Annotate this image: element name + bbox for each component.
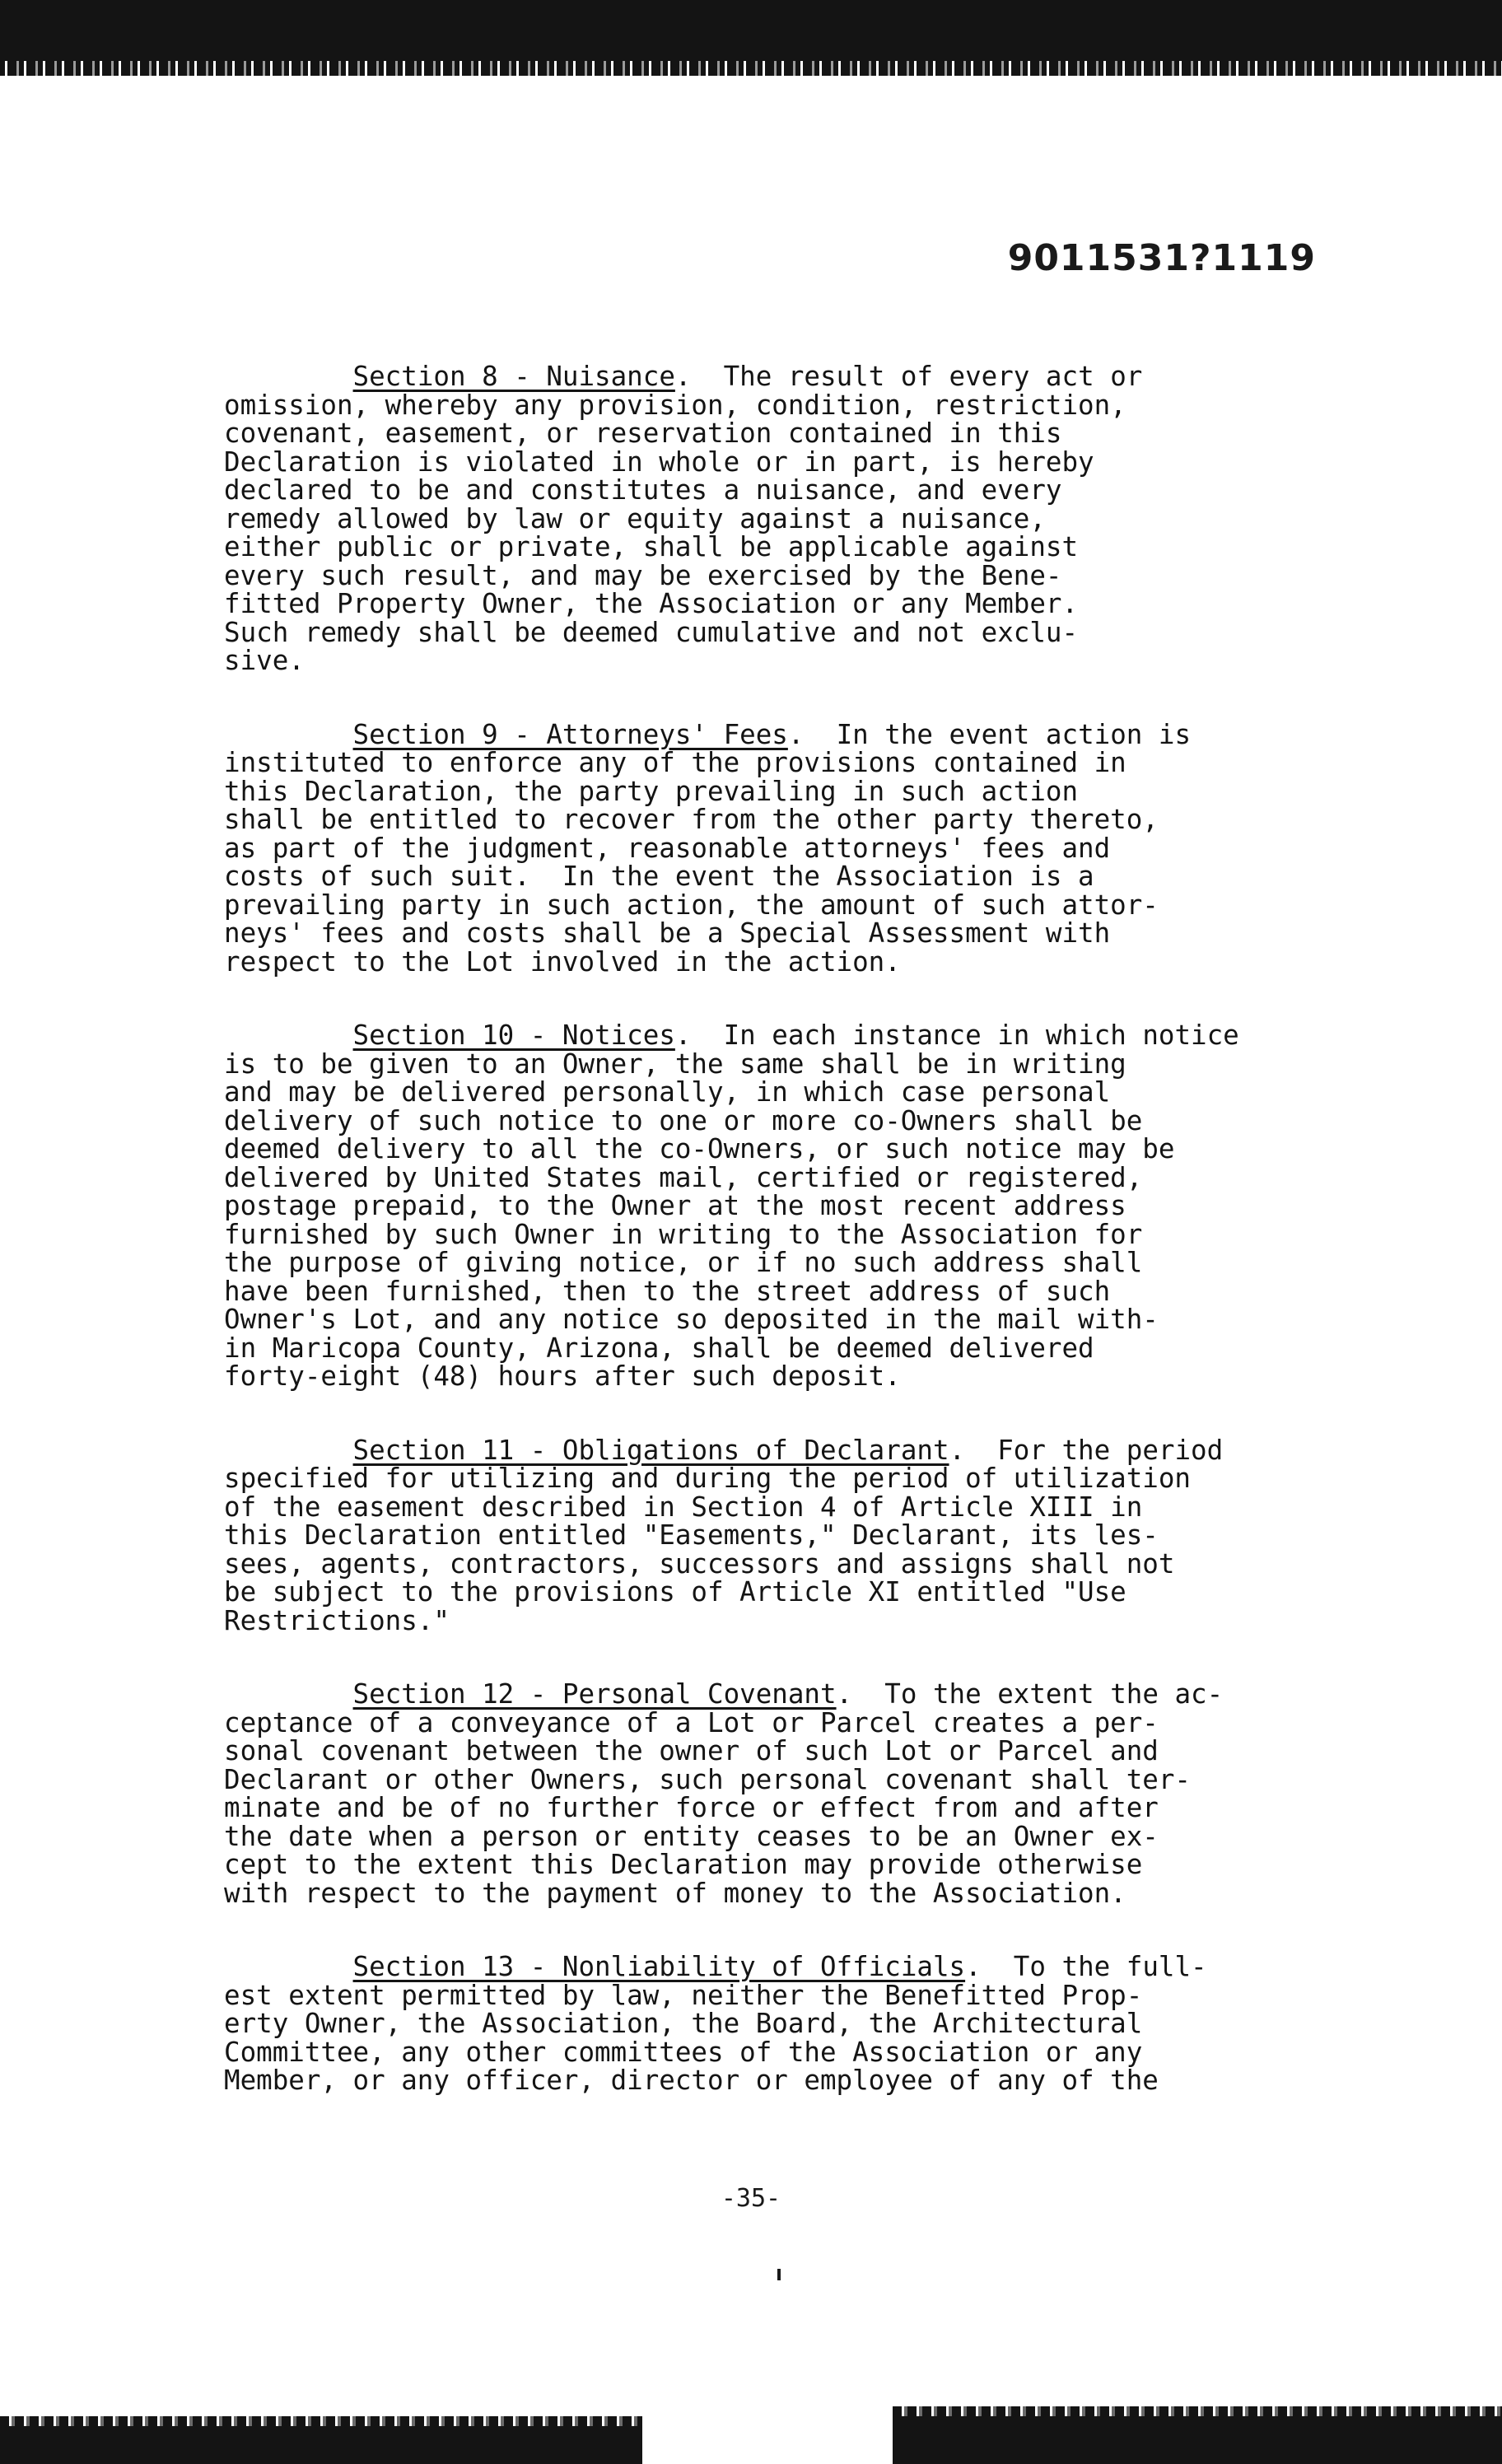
scan-border-bottom-left [0,2416,642,2464]
section-line: deemed delivery to all the co-Owners, or such notice may be [224,1133,1175,1164]
section-line: this Declaration entitled "Easements," Declarant, its les- [224,1519,1159,1551]
section-line: is to be given to an Owner, the same shall be in writing [224,1048,1126,1080]
section-line: be subject to the provisions of Article XI entitled "Use [224,1576,1126,1608]
section-line: with respect to the payment of money to the Association. [224,1877,1126,1909]
section-line: remedy allowed by law or equity against a nuisance, [224,502,1046,534]
section-line: est extent permitted by law, neither the Benefitted Prop- [224,1979,1143,2011]
section-text: In each instance in which notice [691,1020,1239,1051]
section-line: and may be delivered personally, in which case personal [224,1076,1111,1108]
section-line: minate and be of no further force or effect from and after [224,1792,1159,1823]
section-10-notices: Section 10 - Notices. In each instance in which notice is to be given to an Owner, the same shall be in writing and may be delivered personally, in which case personal delivery of such notice to one or more co-Owners shall be deemed delivery to all the co-Owners, or such notice may be delivered by United States mail, certified or registered, postage prepaid, to the Owner at the most recent address furnished by such Owner in writing to the Association for the purpose of giving notice, or if no such address shall have been furnished, then to the street address of such Owner's Lot, and any notice so deposited in the mail with- in Maricopa County, Arizona, shall be deemed delivered forty-eight (48) hours after such deposit. [224,1020,1239,1392]
section-line: omission, whereby any provision, condition, restriction, [224,389,1126,421]
section-line: postage prepaid, to the Owner at the most recent address [224,1190,1126,1221]
section-line: every such result, and may be exercised by the Bene- [224,559,1062,591]
section-line: of the easement described in Section 4 of Article XIII in [224,1491,1143,1523]
section-line: instituted to enforce any of the provisions contained in [224,747,1126,778]
section-heading: Section 12 - Personal Covenant [352,1678,837,1710]
section-line: furnished by such Owner in writing to the Association for [224,1218,1143,1250]
section-line: sonal covenant between the owner of such Lot or Parcel and [224,1735,1159,1766]
section-line: sive. [224,645,305,676]
section-text: To the full- [981,1951,1207,1982]
section-text: The result of every act or [691,361,1143,392]
scan-border-bottom-right [893,2406,1502,2464]
section-line: neys' fees and costs shall be a Special Assessment with [224,917,1111,949]
scan-mark [777,2269,781,2280]
section-line: this Declaration, the party prevailing in such action [224,775,1079,807]
section-line: fitted Property Owner, the Association or any Member. [224,588,1079,619]
section-line: specified for utilizing and during the period of utilization [224,1463,1191,1494]
section-heading: Section 9 - Attorneys' Fees [352,718,788,750]
section-line: in Maricopa County, Arizona, shall be deemed delivered [224,1332,1094,1364]
section-line: the date when a person or entity ceases to be an Owner ex- [224,1820,1159,1852]
section-12-personal-covenant: Section 12 - Personal Covenant. To the extent the ac- ceptance of a conveyance of a Lot or Parcel creates a per- sonal covenant between the owner of such Lot or Parcel and Declarant or other Owners, such personal covenant shall ter- minate and be of no further force or effect from and after the date when a person or entity ceases to be an Owner ex- cept to the extent this Declaration may provide otherwise with respect to the payment of money to the Association. [224,1678,1224,1909]
section-line: costs of such suit. In the event the Association is a [224,861,1094,892]
section-text: To the extent the ac- [852,1678,1224,1710]
section-line: either public or private, shall be applicable against [224,531,1079,562]
scan-border-top [0,0,1502,76]
section-line: have been furnished, then to the street address of such [224,1275,1111,1307]
section-line: Member, or any officer, director or employee of any of the [224,2065,1159,2096]
page-number: -35- [721,2184,781,2213]
section-line: forty-eight (48) hours after such deposit. [224,1360,901,1392]
section-line: as part of the judgment, reasonable attorneys' fees and [224,832,1111,864]
section-line: Restrictions." [224,1604,450,1636]
section-text: For the period [965,1434,1224,1466]
document-body [224,362,1311,2140]
section-line: Committee, any other committees of the Association or any [224,2036,1143,2068]
section-line: cept to the extent this Declaration may provide otherwise [224,1849,1143,1880]
section-line: ceptance of a conveyance of a Lot or Parcel creates a per- [224,1706,1159,1738]
section-9-attorneys-fees: Section 9 - Attorneys' Fees. In the event action is instituted to enforce any of the provisions contained in this Declaration, the party prevailing in such action shall be entitled to recover from the other party thereto, as part of the judgment, reasonable attorneys' fees and costs of such suit. In the event the Association is a prevailing party in such action, the amount of such attor- neys' fees and costs shall be a Special Assessment with respect to the Lot involved in the action. [224,718,1192,978]
section-line: covenant, easement, or reservation contained in this [224,418,1062,449]
section-line: Declarant or other Owners, such personal covenant shall ter- [224,1763,1191,1795]
section-line: declared to be and constitutes a nuisance, and every [224,474,1062,506]
section-line: Declaration is violated in whole or in part, is hereby [224,446,1094,478]
section-heading: Section 8 - Nuisance [352,361,675,392]
section-heading: Section 11 - Obligations of Declarant [352,1434,949,1466]
section-11-obligations-of-declarant: Section 11 - Obligations of Declarant. For the period specified for utilizing and during the period of utilization of the easement described in Section 4 of Article XIII in this Declaration entitled "Easements," Declarant, its les- sees, agents, contractors, successors and assigns shall not be subject to the provisions of Article XI entitled "Use Restrictions." [224,1434,1224,1636]
section-line: the purpose of giving notice, or if no such address shall [224,1247,1143,1278]
section-line: sees, agents, contractors, successors and assigns shall not [224,1547,1175,1580]
section-line: Owner's Lot, and any notice so deposited in the mail with- [224,1304,1159,1335]
section-line: shall be entitled to recover from the other party thereto, [224,804,1159,835]
section-line: delivered by United States mail, certified or registered, [224,1161,1143,1193]
section-line: respect to the Lot involved in the action. [224,945,901,978]
section-13-nonliability-of-officials: Section 13 - Nonliability of Officials. To the full- est extent permitted by law, neither the Benefitted Prop- erty Owner, the Association, the Board, the Architectural Committee, any other committees of the Association or any Member, or any officer, director or employee of any of the [224,1951,1207,2096]
section-line: Such remedy shall be deemed cumulative and not exclu- [224,616,1079,648]
section-8-nuisance: Section 8 - Nuisance. The result of every act or omission, whereby any provision, condition, restriction, covenant, easement, or reservation contained in this Declaration is violated in whole or in part, is hereby declared to be and constitutes a nuisance, and every remedy allowed by law or equity against a nuisance, either public or private, shall be applicable against every such result, and may be exercised by the Bene- fitted Property Owner, the Association or any Member. Such remedy shall be deemed cumulative and not exclu- sive. [224,361,1143,676]
section-line: delivery of such notice to one or more co-Owners shall be [224,1104,1143,1136]
section-heading: Section 13 - Nonliability of Officials [352,1951,966,1982]
section-text: In the event action is [804,718,1192,750]
section-line: prevailing party in such action, the amount of such attor- [224,889,1159,921]
document-number: 9011531?1119 [1007,237,1316,279]
section-heading: Section 10 - Notices [352,1020,675,1051]
section-line: erty Owner, the Association, the Board, the Architectural [224,2008,1143,2039]
